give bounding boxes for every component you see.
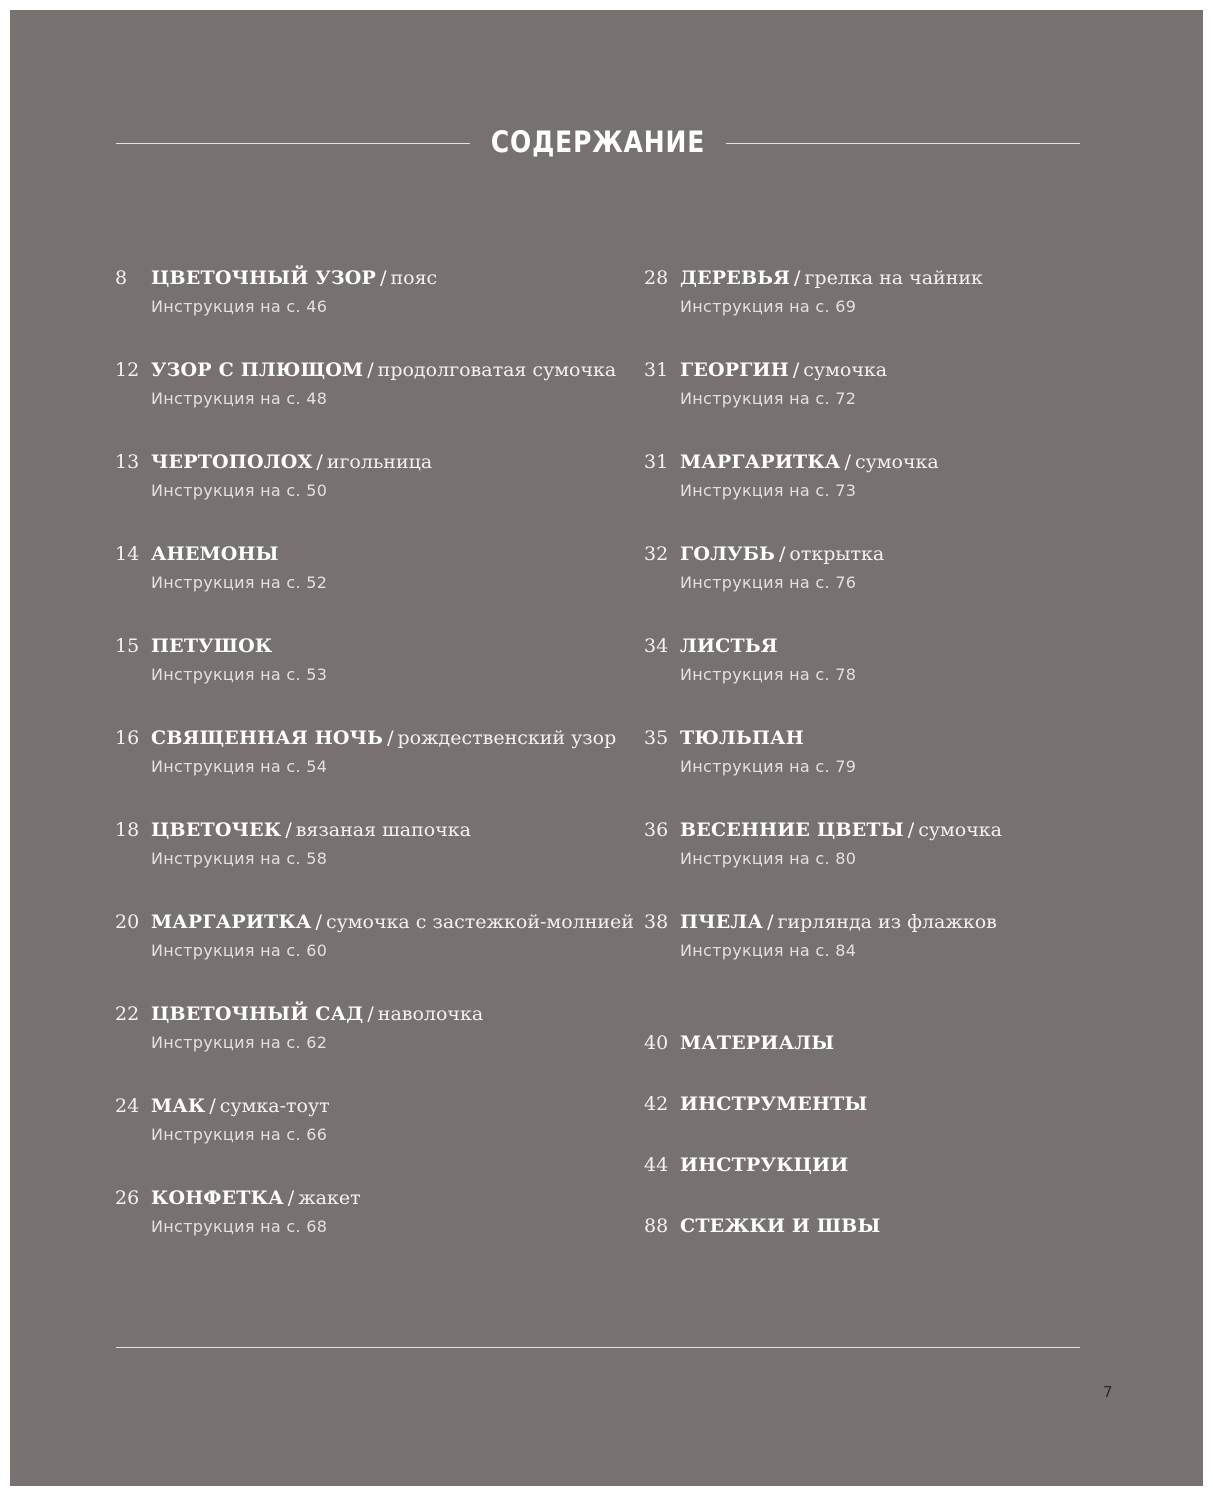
toc-entry-title: ЦВЕТОЧЕК <box>151 819 282 841</box>
toc-instruction-ref: Инструкция на с. 84 <box>680 941 857 960</box>
toc-entry-line <box>115 448 635 476</box>
toc-page-number: 18 <box>115 819 140 841</box>
toc-left-column <box>115 264 635 1276</box>
toc-page-number: 35 <box>644 727 669 749</box>
toc-entry[interactable] <box>115 540 635 632</box>
toc-entry-title: МАК <box>151 1095 206 1117</box>
toc-entry-title: ЦВЕТОЧНЫЙ УЗОР <box>151 267 377 289</box>
toc-entry[interactable] <box>644 1151 1164 1212</box>
toc-instruction-ref: Инструкция на с. 80 <box>680 849 857 868</box>
toc-entry-title: ИНСТРУМЕНТЫ <box>680 1093 868 1115</box>
toc-entry-description: сумочка <box>803 359 888 381</box>
toc-entry[interactable] <box>115 1092 635 1184</box>
toc-separator: / <box>767 911 774 933</box>
title-rule-right <box>726 143 1080 144</box>
page-title: СОДЕРЖАНИЕ <box>490 125 706 159</box>
toc-entry-title: АНЕМОНЫ <box>151 543 279 565</box>
toc-entry-line <box>644 1090 1164 1118</box>
toc-entry-title: ЛИСТЬЯ <box>680 635 778 657</box>
toc-entry-line <box>115 1092 635 1120</box>
toc-entry-line <box>115 1000 635 1028</box>
toc-page-number: 12 <box>115 359 140 381</box>
toc-entry-line <box>115 908 635 936</box>
toc-instruction-ref: Инструкция на с. 60 <box>151 941 328 960</box>
toc-instruction-ref: Инструкция на с. 76 <box>680 573 857 592</box>
toc-entry-title: ВЕСЕННИЕ ЦВЕТЫ <box>680 819 904 841</box>
toc-page-number: 31 <box>644 359 669 381</box>
toc-separator: / <box>287 1187 295 1209</box>
toc-entry[interactable] <box>644 908 1164 1000</box>
toc-page-number: 13 <box>115 451 140 473</box>
toc-entry-title: ДЕРЕВЬЯ <box>680 267 791 289</box>
toc-page-number: 26 <box>115 1187 140 1209</box>
toc-separator: / <box>367 1003 374 1025</box>
toc-separator: / <box>285 819 292 841</box>
toc-page-number: 88 <box>644 1215 669 1237</box>
toc-entry-title: УЗОР С ПЛЮЩОМ <box>151 359 364 381</box>
toc-entry-title: МАРГАРИТКА <box>680 451 841 473</box>
toc-page-number: 14 <box>115 543 140 565</box>
toc-separator: / <box>315 911 322 933</box>
toc-entry-line <box>115 356 635 384</box>
title-rule-left <box>116 143 470 144</box>
toc-instruction-ref: Инструкция на с. 52 <box>151 573 328 592</box>
toc-entry[interactable] <box>644 1090 1164 1151</box>
toc-entry[interactable] <box>644 632 1164 724</box>
toc-entry-title: СВЯЩЕННАЯ НОЧЬ <box>151 727 384 749</box>
toc-separator: / <box>209 1095 216 1117</box>
toc-entry-description: продолговатая сумочка <box>377 359 617 381</box>
toc-page-number: 42 <box>644 1093 669 1115</box>
toc-page-number: 22 <box>115 1003 140 1025</box>
toc-entry-line <box>644 1151 1164 1179</box>
toc-entry[interactable] <box>115 1184 635 1276</box>
toc-instruction-ref: Инструкция на с. 73 <box>680 481 857 500</box>
toc-entry-description: грелка на чайник <box>804 267 983 289</box>
toc-entry-line <box>644 632 1164 660</box>
toc-entry-line <box>115 632 635 660</box>
toc-entry[interactable] <box>115 816 635 908</box>
toc-page-number: 24 <box>115 1095 140 1117</box>
toc-entry-line <box>644 540 1164 568</box>
toc-entry[interactable] <box>644 540 1164 632</box>
toc-entry[interactable] <box>115 908 635 1000</box>
toc-entry[interactable] <box>115 448 635 540</box>
toc-page-number: 31 <box>644 451 669 473</box>
toc-entry[interactable] <box>115 1000 635 1092</box>
toc-right-column <box>644 264 1164 1273</box>
section-gap <box>644 1000 1164 1029</box>
toc-entry-line <box>644 448 1164 476</box>
toc-entry-title: МАРГАРИТКА <box>151 911 312 933</box>
toc-entry-line <box>115 816 635 844</box>
toc-entry-line <box>644 1212 1164 1240</box>
toc-entry-title: ПЧЕЛА <box>680 911 764 933</box>
toc-entry-title: ГОЛУБЬ <box>680 543 776 565</box>
toc-entry[interactable] <box>644 724 1164 816</box>
toc-instruction-ref: Инструкция на с. 68 <box>151 1217 328 1236</box>
toc-entry-line <box>115 540 635 568</box>
toc-entry-title: СТЕЖКИ И ШВЫ <box>680 1215 881 1237</box>
toc-entry[interactable] <box>115 356 635 448</box>
toc-entry-title: МАТЕРИАЛЫ <box>680 1032 835 1054</box>
toc-page-number: 34 <box>644 635 669 657</box>
toc-entry-description: сумочка <box>918 819 1002 841</box>
toc-entry-title: ЧЕРТОПОЛОХ <box>151 451 313 473</box>
toc-entry[interactable] <box>644 264 1164 356</box>
toc-entry-title: ГЕОРГИН <box>680 359 789 381</box>
toc-entry-description: наволочка <box>377 1003 484 1025</box>
toc-entry-title: КОНФЕТКА <box>151 1187 284 1209</box>
toc-entry-line <box>644 724 1164 752</box>
toc-page-number: 36 <box>644 819 669 841</box>
toc-entry-title: ИНСТРУКЦИИ <box>680 1154 849 1176</box>
toc-separator: / <box>792 359 800 381</box>
toc-instruction-ref: Инструкция на с. 79 <box>680 757 857 776</box>
toc-instruction-ref: Инструкция на с. 78 <box>680 665 857 684</box>
toc-page-number: 16 <box>115 727 140 749</box>
toc-page-number: 8 <box>115 267 128 289</box>
toc-page-number: 44 <box>644 1154 669 1176</box>
toc-entry-line <box>644 816 1164 844</box>
toc-entry-line <box>115 1184 635 1212</box>
toc-entry-description: вязаная шапочка <box>295 819 471 841</box>
toc-entry-title: ПЕТУШОК <box>151 635 273 657</box>
toc-instruction-ref: Инструкция на с. 69 <box>680 297 857 316</box>
toc-page <box>10 10 1203 1486</box>
toc-instruction-ref: Инструкция на с. 46 <box>151 297 328 316</box>
toc-page-number: 32 <box>644 543 669 565</box>
toc-instruction-ref: Инструкция на с. 62 <box>151 1033 328 1052</box>
toc-instruction-ref: Инструкция на с. 58 <box>151 849 328 868</box>
toc-entry-line <box>644 1029 1164 1057</box>
toc-separator: / <box>907 819 915 841</box>
toc-separator: / <box>387 727 394 749</box>
toc-separator: / <box>794 267 801 289</box>
toc-separator: / <box>316 451 323 473</box>
toc-page-number: 15 <box>115 635 140 657</box>
toc-entry-line <box>644 356 1164 384</box>
toc-entry-description: пояс <box>390 267 438 289</box>
toc-entry-description: открытка <box>789 543 885 565</box>
toc-entry[interactable] <box>115 264 635 356</box>
page-number: 7 <box>1103 1383 1113 1401</box>
toc-instruction-ref: Инструкция на с. 54 <box>151 757 328 776</box>
toc-entry-title: ТЮЛЬПАН <box>680 727 804 749</box>
toc-entry[interactable] <box>115 632 635 724</box>
toc-instruction-ref: Инструкция на с. 66 <box>151 1125 328 1144</box>
toc-page-number: 28 <box>644 267 669 289</box>
toc-page-number: 20 <box>115 911 140 933</box>
toc-entry[interactable] <box>644 816 1164 908</box>
toc-entry[interactable] <box>644 1029 1164 1090</box>
toc-entry-description: сумочка <box>854 451 939 473</box>
toc-entry-line <box>115 264 635 292</box>
toc-entry-description: сумочка с застежкой-молнией <box>325 911 634 933</box>
toc-instruction-ref: Инструкция на с. 50 <box>151 481 328 500</box>
toc-entry-description: гирлянда из флажков <box>777 911 997 933</box>
toc-entry[interactable] <box>644 1212 1164 1273</box>
toc-entry[interactable] <box>644 448 1164 540</box>
toc-separator: / <box>844 451 851 473</box>
toc-entry-description: игольница <box>326 451 433 473</box>
toc-instruction-ref: Инструкция на с. 53 <box>151 665 328 684</box>
toc-separator: / <box>367 359 374 381</box>
toc-entry-description: жакет <box>298 1187 361 1209</box>
footer-rule <box>116 1347 1080 1348</box>
toc-page-number: 40 <box>644 1032 669 1054</box>
toc-entry-line <box>644 908 1164 936</box>
toc-instruction-ref: Инструкция на с. 72 <box>680 389 857 408</box>
toc-separator: / <box>380 267 387 289</box>
toc-entry[interactable] <box>115 724 635 816</box>
toc-entry[interactable] <box>644 356 1164 448</box>
toc-separator: / <box>779 543 786 565</box>
toc-entry-description: рождественский узор <box>397 727 617 749</box>
toc-entry-title: ЦВЕТОЧНЫЙ САД <box>151 1003 364 1025</box>
toc-instruction-ref: Инструкция на с. 48 <box>151 389 328 408</box>
toc-entry-description: сумка-тоут <box>219 1095 330 1117</box>
toc-page-number: 38 <box>644 911 669 933</box>
toc-entry-line <box>115 724 635 752</box>
toc-entry-line <box>644 264 1164 292</box>
